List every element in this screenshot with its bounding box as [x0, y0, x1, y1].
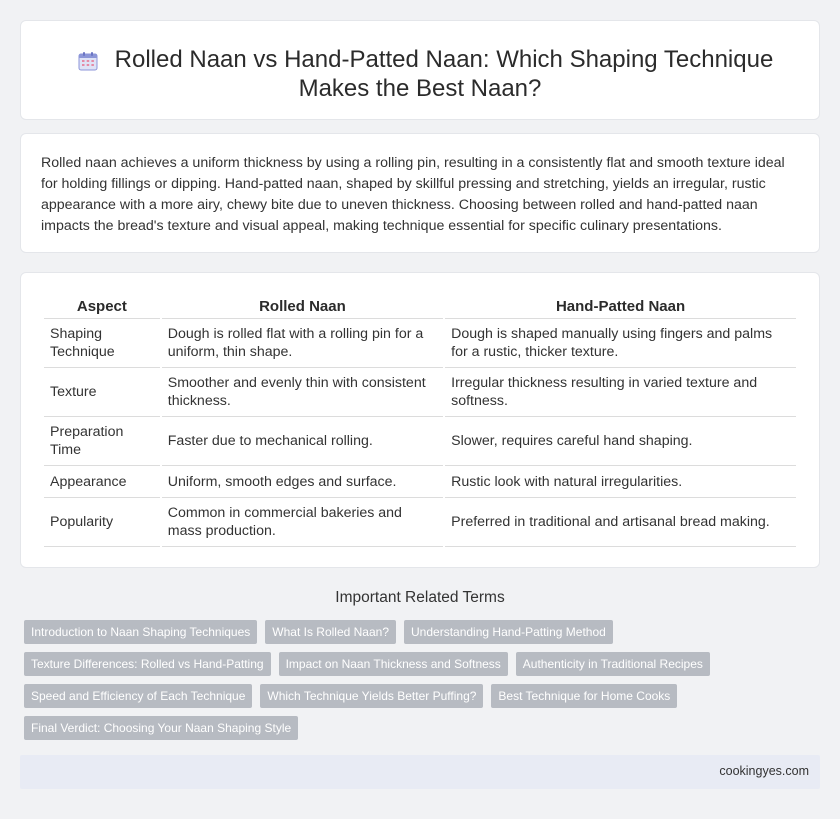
table-cell: Uniform, smooth edges and surface. [162, 466, 443, 498]
header-card [20, 20, 820, 120]
table-cell: Preferred in traditional and artisanal bread making. [445, 498, 796, 547]
related-tag[interactable]: Impact on Naan Thickness and Softness [279, 652, 508, 676]
table-header-row [44, 295, 796, 319]
related-tag[interactable]: Introduction to Naan Shaping Techniques [24, 620, 257, 644]
table-cell: Popularity [44, 498, 160, 547]
intro-paragraph: Rolled naan achieves a uniform thickness by using a rolling pin, resulting in a consistently flat and smooth texture ideal for holding fillings or dipping. Hand-patted naan, shaped by skillful pressing and stretching, yields an irregular, rustic appearance with a more airy, chewy bite due to uneven thickness. Choosing between rolled and hand-patted naan impacts the bread's texture and visual appeal, making technique essential for specific culinary presentations. [41, 155, 785, 234]
table-cell: Irregular thickness resulting in varied texture and softness. [445, 368, 796, 417]
comparison-card [20, 272, 820, 568]
table-cell: Faster due to mechanical rolling. [162, 417, 443, 466]
table-cell: Preparation Time [44, 417, 160, 466]
page-title [67, 45, 774, 103]
related-tag[interactable]: Authenticity in Traditional Recipes [516, 652, 710, 676]
table-cell: Shaping Technique [44, 319, 160, 368]
related-tag[interactable]: Best Technique for Home Cooks [491, 684, 677, 708]
table-cell: Appearance [44, 466, 160, 498]
table-cell: Dough is rolled flat with a rolling pin for a uniform, thin shape. [162, 319, 443, 368]
footer [20, 755, 820, 789]
table-cell: Dough is shaped manually using fingers and palms for a rustic, thicker texture. [445, 319, 796, 368]
table-cell: Rustic look with natural irregularities. [445, 466, 796, 498]
related-tag[interactable]: What Is Rolled Naan? [265, 620, 396, 644]
comparison-table [42, 295, 798, 547]
table-row [44, 466, 796, 498]
related-tag[interactable]: Texture Differences: Rolled vs Hand-Patting [24, 652, 271, 676]
table-row [44, 417, 796, 466]
header-aspect: Aspect [44, 295, 160, 319]
table-row [44, 319, 796, 368]
table-row [44, 498, 796, 547]
table-cell: Texture [44, 368, 160, 417]
related-terms-list [24, 620, 724, 748]
intro-card [20, 133, 820, 253]
header-hand-patted-naan: Hand-Patted Naan [445, 295, 796, 319]
table-row [44, 368, 796, 417]
table-cell: Slower, requires careful hand shaping. [445, 417, 796, 466]
related-tag[interactable]: Final Verdict: Choosing Your Naan Shaping Style [24, 716, 298, 740]
related-tag[interactable]: Speed and Efficiency of Each Technique [24, 684, 252, 708]
related-terms-title: Important Related Terms [335, 589, 505, 606]
footer-site-link[interactable]: cookingyes.com [719, 764, 809, 778]
related-tag[interactable]: Understanding Hand-Patting Method [404, 620, 613, 644]
table-cell: Smoother and evenly thin with consistent thickness. [162, 368, 443, 417]
related-tag[interactable]: Which Technique Yields Better Puffing? [260, 684, 483, 708]
page-title-line1: Rolled Naan vs Hand-Patted Naan: Which Shaping Technique [114, 46, 774, 73]
table-cell: Common in commercial bakeries and mass production. [162, 498, 443, 547]
header-rolled-naan: Rolled Naan [162, 295, 443, 319]
page-title-line2: Makes the Best Naan? [298, 75, 542, 102]
